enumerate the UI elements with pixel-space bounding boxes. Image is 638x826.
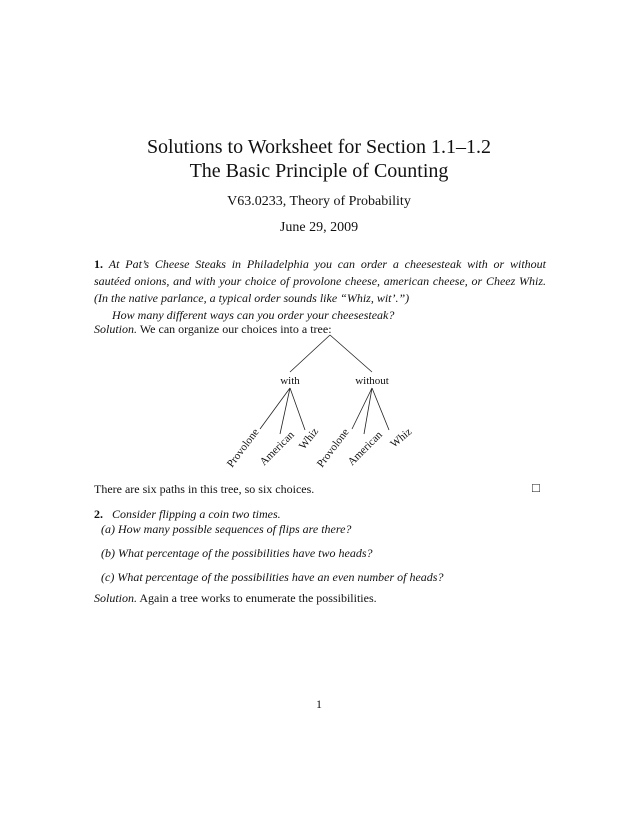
problem-1-text: At Pat’s Cheese Steaks in Philadelphia you can order a cheesesteak with or without sautéed onions, and with your choice of provolone cheese, american cheese, or Cheez Whiz. (In the native parlance, a typical order sounds like “Whiz, wit’.”) xyxy=(94,257,547,305)
choice-tree-diagram xyxy=(94,332,544,477)
course-name: V63.0233, Theory of Probability xyxy=(227,194,411,209)
tree-node-with: with xyxy=(280,375,300,387)
tree-edge-root-without xyxy=(330,335,372,372)
solution-2 xyxy=(94,590,546,607)
tree-leaf-with-american: American xyxy=(257,428,297,469)
tree-edge-without-american xyxy=(364,388,372,434)
tree-edge-root-with xyxy=(290,335,330,372)
solution-1-text: We can organize our choices into a tree: xyxy=(139,322,332,336)
problem-2 xyxy=(94,506,546,523)
tree-edge-without-provolone xyxy=(352,388,372,429)
problem-2-number: 2. xyxy=(94,507,103,521)
tree-leaf-without-american: American xyxy=(345,428,385,469)
tree-node-without: without xyxy=(355,375,389,387)
problem-1-number: 1. xyxy=(94,257,103,271)
problem-1-question: How many different ways can you order your cheesesteak? xyxy=(112,308,395,322)
tree-leaf-with-provolone: Provolone xyxy=(224,426,262,470)
solution-2-label: Solution. xyxy=(94,591,138,605)
title-line-2: The Basic Principle of Counting xyxy=(189,160,449,182)
problem-2-item-c: (c) What percentage of the possibilities have an even number of heads? xyxy=(101,570,444,584)
problem-2-item-b: (b) What percentage of the possibilities have two heads? xyxy=(101,546,373,560)
tree-leaf-without-provolone: Provolone xyxy=(314,426,352,470)
problem-2-item-a: (a) How many possible sequences of flips are there? xyxy=(101,522,352,536)
qed-box: □ xyxy=(532,480,540,495)
solution-1-label: Solution. xyxy=(94,322,138,336)
tree-edge-without-whiz xyxy=(372,388,389,430)
tree-leaf-with-whiz: Whiz xyxy=(296,425,322,452)
solution-1-conclusion: There are six paths in this tree, so six choices. xyxy=(94,482,315,496)
problem-1 xyxy=(94,256,546,324)
title-line-1: Solutions to Worksheet for Section 1.1–1.2 xyxy=(146,136,492,158)
document-date: June 29, 2009 xyxy=(279,220,359,235)
tree-edge-with-whiz xyxy=(290,388,305,430)
page-number: 1 xyxy=(316,697,322,711)
solution-2-text: Again a tree works to enumerate the possibilities. xyxy=(139,591,377,605)
tree-leaf-without-whiz: Whiz xyxy=(388,425,415,451)
problem-2-text: Consider flipping a coin two times. xyxy=(112,507,281,521)
